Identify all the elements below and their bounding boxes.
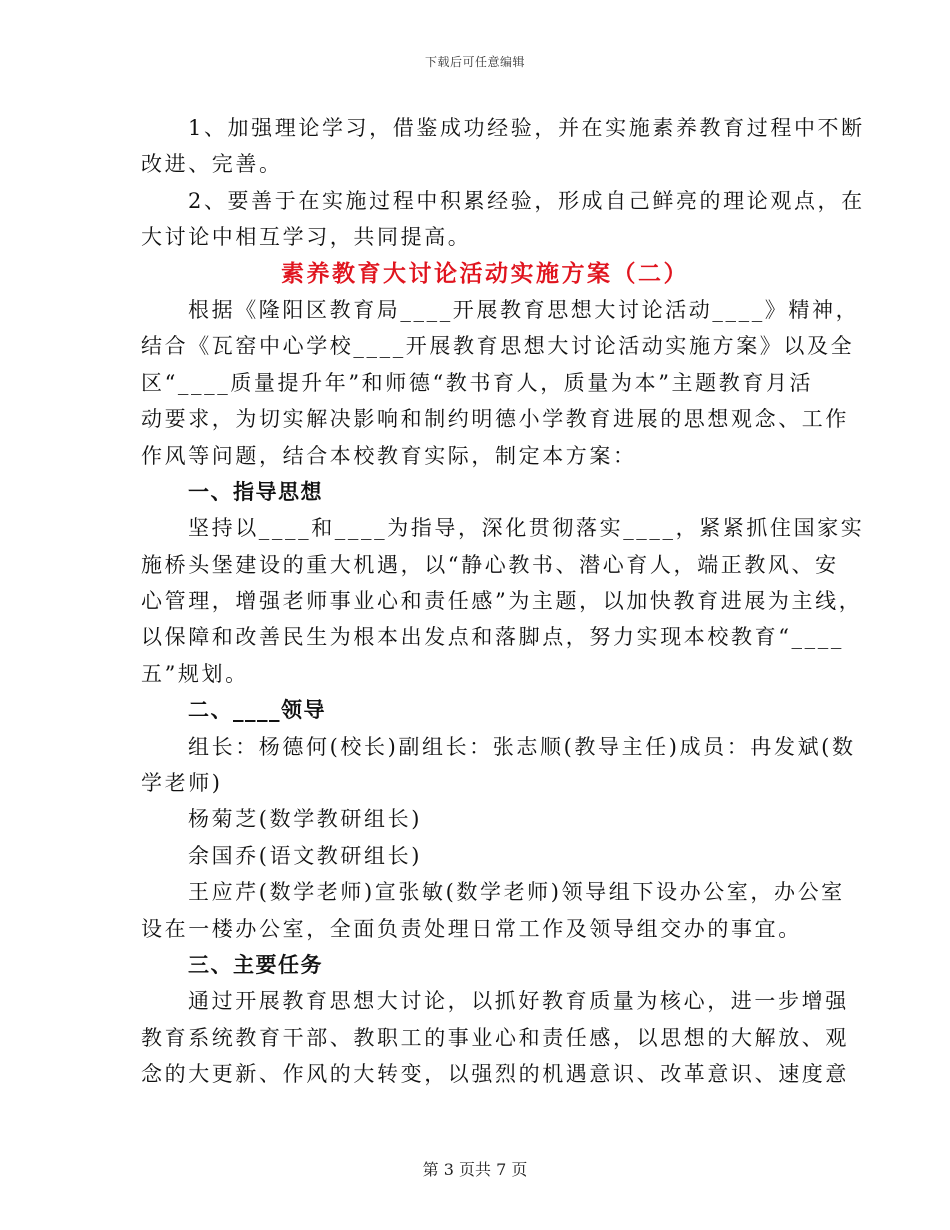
paragraph-line: 大讨论中相互学习，共同提高。	[141, 225, 472, 250]
section-title: 素养教育大讨论活动实施方案（二）	[281, 259, 689, 287]
paragraph-line: 通过开展教育思想大讨论，以抓好教育质量为核心，进一步增强	[188, 989, 849, 1014]
paragraph-line: 余国乔(语文教研组长)	[188, 843, 422, 868]
paragraph-line: 2、要善于在实施过程中积累经验，形成自己鲜亮的理论观点，在	[188, 188, 865, 213]
paragraph-line: 结合《瓦窑中心学校____开展教育思想大讨论活动实施方案》以及全	[141, 334, 855, 359]
document-body	[141, 110, 865, 1093]
paragraph-line: 学老师)	[141, 771, 223, 796]
page-header-note: 下载后可任意编辑	[424, 55, 525, 69]
paragraph-line: 根据《隆阳区教育局____开展教育思想大讨论活动____》精神，	[188, 297, 860, 322]
page-number: 第 3 页共 7 页	[422, 1160, 528, 1179]
paragraph-line: 1、加强理论学习，借鉴成功经验，并在实施素养教育过程中不断	[188, 116, 865, 140]
paragraph-line: 心管理，增强老师事业心和责任感”为主题，以加快教育进展为主线，	[141, 589, 863, 614]
paragraph-line: 坚持以____和____为指导，深化贯彻落实____，紧紧抓住国家实	[188, 516, 865, 541]
paragraph-line: 教育系统教育干部、教职工的事业心和责任感，以思想的大解放、观	[141, 1025, 849, 1050]
paragraph-line: 施桥头堡建设的重大机遇，以“静心教书、潜心育人，端正教风、安	[141, 552, 839, 577]
paragraph-line: 动要求，为切实解决影响和制约明德小学教育进展的思想观念、工作	[141, 407, 849, 432]
paragraph-line: 区“____质量提升年”和师德“教书育人，质量为本”主题教育月活	[141, 370, 814, 395]
heading-leadership: 二、____领导	[188, 698, 326, 723]
heading-guiding-thought: 一、指导思想	[188, 479, 323, 504]
paragraph-line: 组长：杨德何(校长)副组长：张志顺(教导主任)成员：冉发斌(数	[188, 734, 856, 759]
paragraph-line: 改进、完善。	[141, 152, 283, 177]
heading-main-tasks: 三、主要任务	[188, 952, 323, 977]
paragraph-line: 作风等问题，结合本校教育实际，制定本方案：	[141, 443, 637, 468]
paragraph-line: 念的大更新、作风的大转变，以强烈的机遇意识、改革意识、速度意	[141, 1062, 849, 1087]
paragraph-line: 杨菊芝(数学教研组长)	[188, 807, 422, 832]
paragraph-line: 设在一楼办公室，全面负责处理日常工作及领导组交办的事宜。	[141, 916, 802, 941]
paragraph-line: 五”规划。	[141, 661, 249, 686]
paragraph-line: 以保障和改善民生为根本出发点和落脚点，努力实现本校教育“____	[141, 625, 844, 650]
paragraph-line: 王应芹(数学老师)宣张敏(数学老师)领导组下设办公室，办公室	[188, 880, 845, 905]
